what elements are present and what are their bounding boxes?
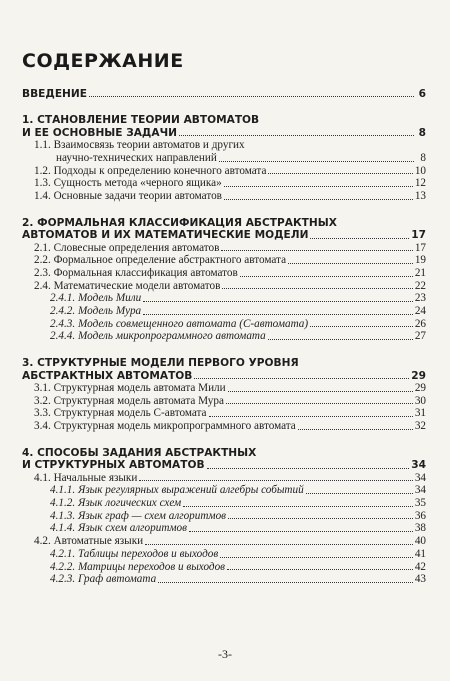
toc-chapter-4[interactable] [22, 447, 426, 472]
dot-leader [158, 582, 413, 583]
dot-leader [306, 493, 413, 494]
dot-leader [207, 468, 410, 469]
toc-subentry[interactable]: 2.4.2. Модель Мура 24 [50, 305, 426, 318]
chapter-heading-line: И СТРУКТУРНЫХ АВТОМАТОВ 34 [22, 459, 426, 472]
chapter-heading-line: АВТОМАТОВ И ИХ МАТЕМАТИЧЕСКИЕ МОДЕЛИ 17 [22, 229, 426, 242]
toc-entry[interactable]: 1.3. Сущность метода «черного ящика» 12 [34, 177, 426, 190]
dot-leader [183, 506, 413, 507]
dot-leader [221, 250, 412, 251]
dot-leader [220, 557, 413, 558]
chapter-heading: 2. ФОРМАЛЬНАЯ КЛАССИФИКАЦИЯ АБСТРАКТНЫХ [22, 216, 337, 229]
dot-leader [189, 531, 413, 532]
chapter-heading-line: И ЕЕ ОСНОВНЫЕ ЗАДАЧИ 8 [22, 126, 426, 139]
dot-leader [298, 429, 413, 430]
toc-entry-intro[interactable] [22, 88, 426, 100]
dot-leader [310, 238, 409, 239]
dot-leader [227, 569, 413, 570]
toc-entry[interactable]: 1.2. Подходы к определению конечного автомата 10 [34, 164, 426, 177]
chapter-heading: 4. СПОСОБЫ ЗАДАНИЯ АБСТРАКТНЫХ [22, 446, 257, 459]
chapter-heading: 1. СТАНОВЛЕНИЕ ТЕОРИИ АВТОМАТОВ [22, 114, 260, 127]
toc-subentry[interactable]: 2.4.4. Модель микропрограммного автомата 27 [50, 330, 426, 343]
toc-page: 29 [411, 369, 426, 382]
toc-subentry[interactable]: 4.2.1. Таблицы переходов и выходов 41 [50, 547, 426, 560]
page-number: -3- [218, 647, 232, 661]
toc-label: ВВЕДЕНИЕ [22, 88, 88, 100]
toc-subentry[interactable]: 4.2.3. Граф автомата 43 [50, 573, 426, 586]
toc-entry[interactable]: 3.2. Структурная модель автомата Мура 30 [34, 394, 426, 407]
page-title: СОДЕРЖАНИЕ [22, 50, 184, 72]
toc-subentry[interactable]: 4.1.2. Язык логических схем 35 [50, 497, 426, 510]
dot-leader [224, 199, 413, 200]
dot-leader [240, 276, 413, 277]
dot-leader [139, 480, 412, 481]
toc-entry[interactable]: 3.4. Структурная модель микропрограммного автомата 32 [34, 420, 426, 433]
toc-page: 34 [411, 459, 426, 472]
toc-subentry[interactable]: 4.1.1. Язык регулярных выражений алгебры событий 34 [50, 484, 426, 497]
dot-leader [143, 301, 413, 302]
toc-subentry[interactable]: 2.4.1. Модель Мили 23 [50, 292, 426, 305]
toc-subentry[interactable]: 4.1.4. Язык схем алгоритмов 38 [50, 522, 426, 535]
toc-chapter-1[interactable] [22, 114, 426, 139]
dot-leader [310, 326, 413, 327]
toc-entry[interactable]: 1.4. Основные задачи теории автоматов 13 [34, 190, 426, 203]
toc-entry-continued[interactable]: научно-технических направлений 8 [56, 151, 426, 164]
toc-entry[interactable]: 4.2. Автоматные языки 40 [34, 535, 426, 548]
toc-page: 6 [418, 88, 426, 100]
table-of-contents [22, 88, 426, 586]
toc-entry[interactable]: 2.3. Формальная классификация автоматов 21 [34, 266, 426, 279]
toc-chapter-2[interactable] [22, 217, 426, 242]
dot-leader [268, 339, 413, 340]
toc-page: 17 [411, 229, 426, 242]
dot-leader [228, 518, 413, 519]
chapter-heading: 3. СТРУКТУРНЫЕ МОДЕЛИ ПЕРВОГО УРОВНЯ [22, 357, 299, 370]
dot-leader [219, 161, 414, 162]
toc-entry[interactable]: 3.1. Структурная модель автомата Мили 29 [34, 381, 426, 394]
dot-leader [226, 403, 413, 404]
dot-leader [179, 135, 414, 136]
toc-subentry[interactable]: 4.2.2. Матрицы переходов и выходов 42 [50, 560, 426, 573]
dot-leader [145, 544, 413, 545]
toc-entry[interactable]: 3.3. Структурная модель С-автомата 31 [34, 407, 426, 420]
toc-entry[interactable]: 1.1. Взаимосвязь теории автоматов и других [34, 139, 245, 152]
toc-entry[interactable]: 2.4. Математические модели автоматов 22 [34, 279, 426, 292]
dot-leader [194, 378, 409, 379]
dot-leader [209, 416, 413, 417]
dot-leader [224, 186, 413, 187]
chapter-heading-line: АБСТРАКТНЫХ АВТОМАТОВ 29 [22, 369, 426, 382]
toc-subentry[interactable]: 2.4.3. Модель совмещенного автомата (С-автомата) 26 [50, 317, 426, 330]
toc-entry[interactable]: 2.2. Формальное определение абстрактного автомата 19 [34, 254, 426, 267]
toc-entry[interactable]: 2.1. Словесные определения автоматов 17 [34, 241, 426, 254]
toc-chapter-3[interactable] [22, 357, 426, 382]
dot-leader [228, 391, 413, 392]
toc-page: 8 [418, 126, 426, 139]
dot-leader [143, 314, 413, 315]
toc-subentry[interactable]: 4.1.3. Язык граф — схем алгоритмов 36 [50, 509, 426, 522]
dot-leader [268, 173, 412, 174]
dot-leader [222, 288, 412, 289]
dot-leader [89, 96, 414, 97]
dot-leader [288, 263, 413, 264]
toc-entry[interactable]: 4.1. Начальные языки 34 [34, 471, 426, 484]
